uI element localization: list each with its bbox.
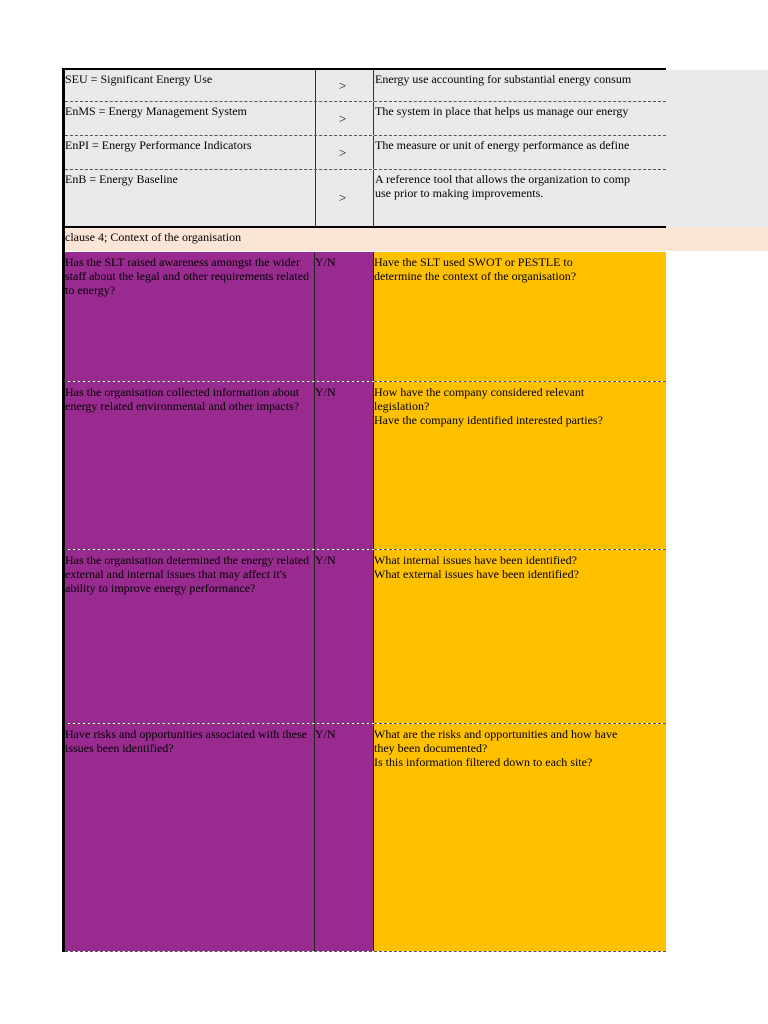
clause-heading: clause 4; Context of the organisation bbox=[65, 228, 666, 251]
adjacent-cells-background bbox=[666, 70, 768, 227]
definition-arrow: > bbox=[315, 170, 374, 226]
question-text: Has the organisation collected information about energy related environmental and other impacts? bbox=[65, 382, 315, 549]
definition-description: Energy use accounting for substantial energy consum bbox=[375, 72, 632, 86]
guidance-text: How have the company considered relevant legislation? Have the company identified interested parties? bbox=[374, 382, 666, 549]
definition-row-enpi[interactable] bbox=[65, 136, 666, 170]
question-text: Has the SLT raised awareness amongst the wider staff about the legal and other requirements related to energy? bbox=[65, 252, 315, 381]
definition-description: A reference tool that allows the organization to comp use prior to making improvements. bbox=[375, 172, 631, 200]
definition-row-seu[interactable] bbox=[65, 70, 666, 102]
answer-cell[interactable]: Y/N bbox=[315, 550, 374, 723]
clause-row-extension bbox=[666, 227, 768, 251]
question-row[interactable] bbox=[65, 724, 666, 952]
definition-arrow: > bbox=[315, 70, 374, 101]
question-row[interactable] bbox=[65, 252, 666, 382]
question-row[interactable] bbox=[65, 550, 666, 724]
definition-arrow: > bbox=[315, 102, 374, 135]
definition-term: SEU = Significant Energy Use bbox=[65, 70, 316, 101]
guidance-text: What internal issues have been identified? What external issues have been identified? bbox=[374, 550, 666, 723]
answer-cell[interactable]: Y/N bbox=[315, 724, 374, 951]
definition-description: The measure or unit of energy performance as define bbox=[375, 138, 630, 152]
definition-arrow: > bbox=[315, 136, 374, 169]
definition-description: The system in place that helps us manage our energy bbox=[375, 104, 629, 118]
question-row[interactable] bbox=[65, 382, 666, 550]
definition-term: EnB = Energy Baseline bbox=[65, 170, 316, 226]
definition-row-enms[interactable] bbox=[65, 102, 666, 136]
answer-cell[interactable]: Y/N bbox=[315, 252, 374, 381]
definition-term: EnMS = Energy Management System bbox=[65, 102, 316, 135]
question-text: Have risks and opportunities associated with these issues been identified? bbox=[65, 724, 315, 951]
table-left-border bbox=[62, 70, 65, 952]
guidance-text: Have the SLT used SWOT or PESTLE to determine the context of the organisation? bbox=[374, 252, 666, 381]
guidance-text: What are the risks and opportunities and how have they been documented? Is this information filtered down to each site? bbox=[374, 724, 666, 951]
answer-cell[interactable]: Y/N bbox=[315, 382, 374, 549]
definition-row-enb[interactable] bbox=[65, 170, 666, 226]
question-text: Has the organisation determined the energy related external and internal issues that may affect it's ability to improve energy performance? bbox=[65, 550, 315, 723]
definition-term: EnPI = Energy Performance Indicators bbox=[65, 136, 316, 169]
